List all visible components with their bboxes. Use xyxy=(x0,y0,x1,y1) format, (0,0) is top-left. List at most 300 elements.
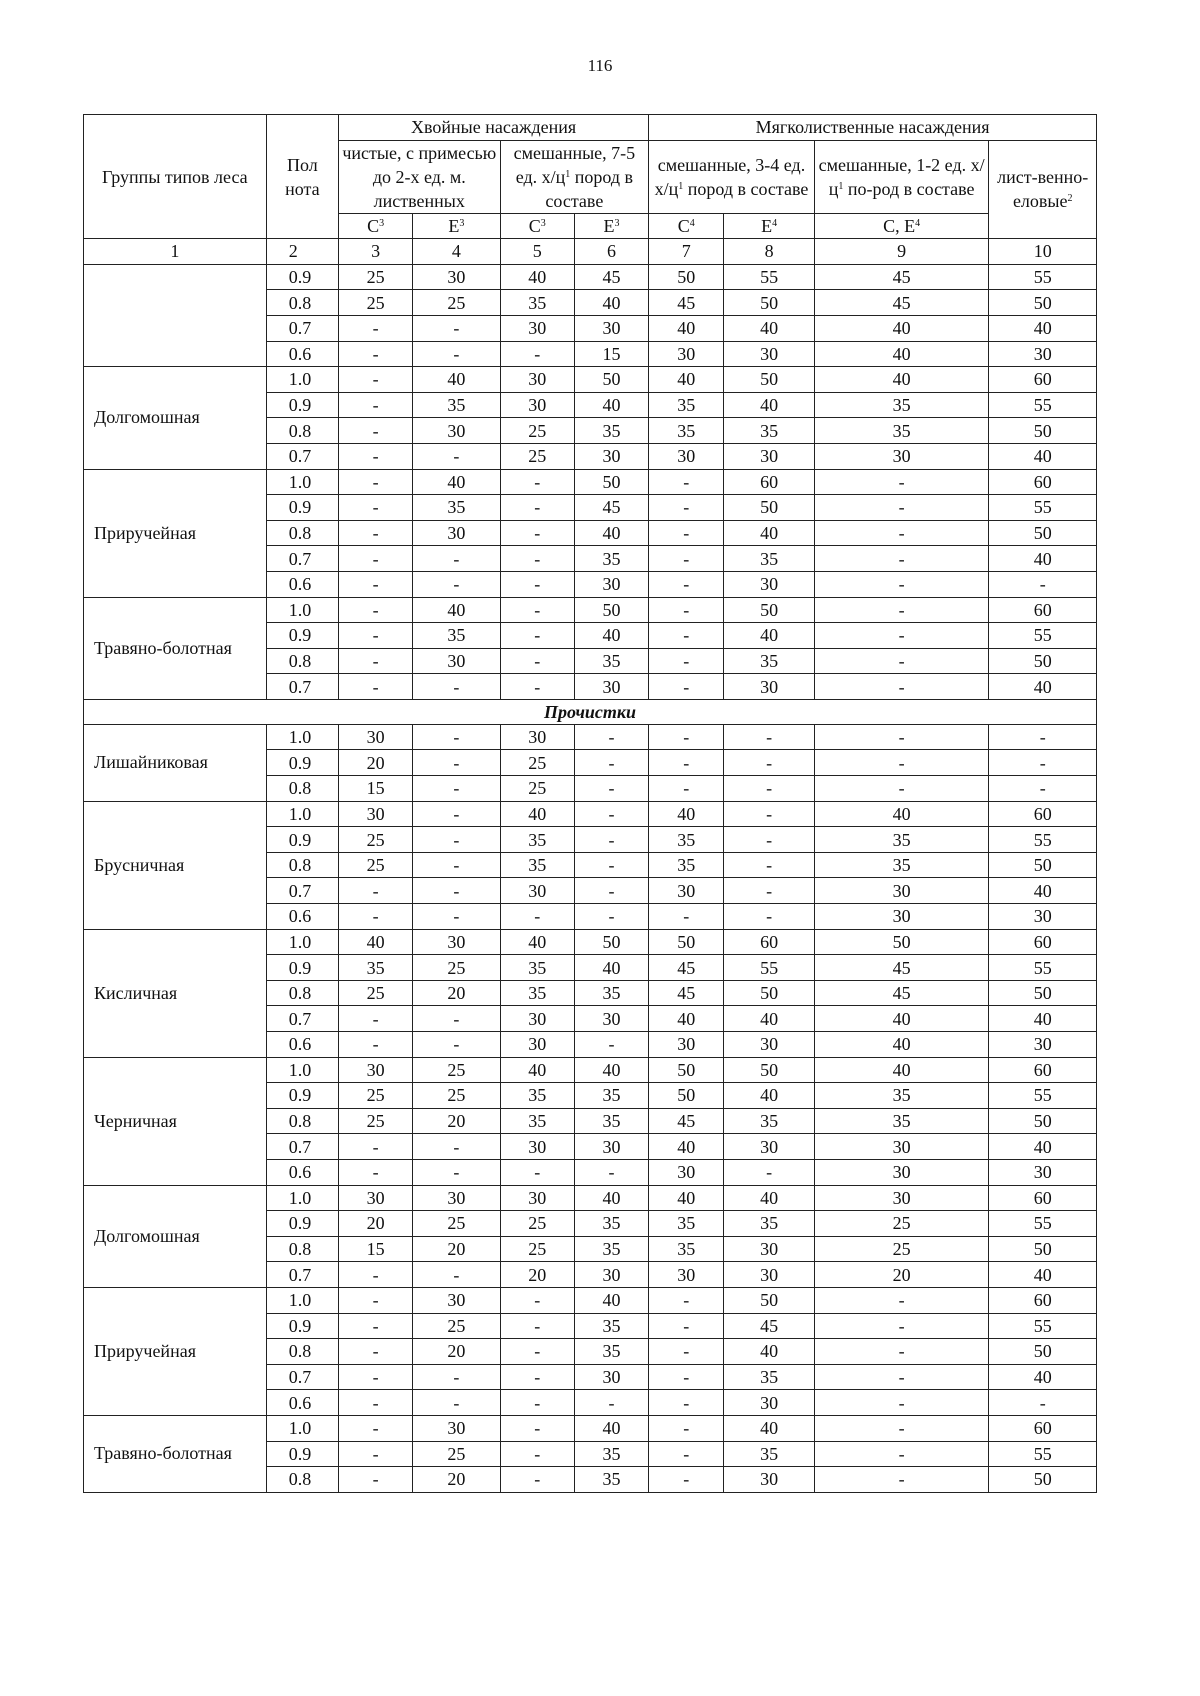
table-cell: 30 xyxy=(500,1185,574,1211)
table-cell: - xyxy=(338,392,412,418)
density-cell: 0.7 xyxy=(266,1262,338,1288)
table-cell: - xyxy=(649,674,724,700)
density-cell: 0.7 xyxy=(266,1006,338,1032)
table-cell: 35 xyxy=(338,955,412,981)
forest-type-group: Приручейная xyxy=(84,469,267,597)
forest-type-group: Травяно-болотная xyxy=(84,1415,267,1492)
table-cell: 30 xyxy=(814,1159,989,1185)
table-cell: 35 xyxy=(649,827,724,853)
table-row xyxy=(84,1057,1097,1083)
table-cell: 45 xyxy=(649,1108,724,1134)
table-cell: - xyxy=(500,341,574,367)
group-header: Группы типов леса xyxy=(84,115,267,239)
table-cell: - xyxy=(413,1390,500,1416)
table-cell: 25 xyxy=(500,776,574,802)
table-cell: 40 xyxy=(724,623,814,649)
table-cell: - xyxy=(500,597,574,623)
density-cell: 0.6 xyxy=(266,1159,338,1185)
table-cell: 50 xyxy=(814,929,989,955)
table-cell: 50 xyxy=(574,367,648,393)
table-cell: - xyxy=(338,1339,412,1365)
density-cell: 0.9 xyxy=(266,750,338,776)
table-cell: 40 xyxy=(724,520,814,546)
table-cell: 40 xyxy=(413,367,500,393)
table-cell: 35 xyxy=(649,392,724,418)
table-row xyxy=(84,1185,1097,1211)
table-cell: 40 xyxy=(989,1006,1097,1032)
table-cell: 40 xyxy=(724,1185,814,1211)
forest-type-group xyxy=(84,264,267,366)
table-cell: 35 xyxy=(500,290,574,316)
table-row xyxy=(84,1415,1097,1441)
density-cell: 0.8 xyxy=(266,1339,338,1365)
table-cell: 35 xyxy=(724,1108,814,1134)
table-cell: 30 xyxy=(814,904,989,930)
table-cell: 35 xyxy=(500,980,574,1006)
table-cell: 35 xyxy=(500,955,574,981)
table-cell: - xyxy=(338,878,412,904)
section-title: Прочистки xyxy=(84,699,1097,724)
table-cell: 40 xyxy=(574,290,648,316)
table-cell: 25 xyxy=(413,1313,500,1339)
table-cell: - xyxy=(338,1032,412,1058)
table-cell: 60 xyxy=(724,469,814,495)
table-cell: 55 xyxy=(724,955,814,981)
table-cell: 30 xyxy=(338,1057,412,1083)
table-cell: 25 xyxy=(500,1236,574,1262)
table-cell: 25 xyxy=(500,750,574,776)
table-cell: 35 xyxy=(814,852,989,878)
table-row xyxy=(84,1287,1097,1313)
table-cell: 35 xyxy=(814,1108,989,1134)
table-cell: - xyxy=(574,1032,648,1058)
table-cell: - xyxy=(338,520,412,546)
table-cell: 20 xyxy=(338,750,412,776)
forest-type-group: Травяно-болотная xyxy=(84,597,267,699)
table-cell: 15 xyxy=(338,1236,412,1262)
table-cell: 35 xyxy=(649,418,724,444)
table-cell: 35 xyxy=(649,1211,724,1237)
table-cell: 30 xyxy=(574,1364,648,1390)
table-row xyxy=(84,801,1097,827)
density-cell: 0.8 xyxy=(266,1108,338,1134)
table-cell: 25 xyxy=(500,1211,574,1237)
table-cell: 35 xyxy=(724,418,814,444)
table-cell: 20 xyxy=(500,1262,574,1288)
table-cell: 35 xyxy=(724,648,814,674)
table-cell: 30 xyxy=(413,418,500,444)
table-cell: 35 xyxy=(574,1236,648,1262)
table-cell: 55 xyxy=(989,623,1097,649)
table-cell: - xyxy=(989,776,1097,802)
table-cell: - xyxy=(338,1006,412,1032)
table-cell: 30 xyxy=(500,878,574,904)
table-cell: 30 xyxy=(574,571,648,597)
table-cell: - xyxy=(724,904,814,930)
table-cell: - xyxy=(574,1390,648,1416)
table-cell: 40 xyxy=(724,392,814,418)
table-cell: 25 xyxy=(338,827,412,853)
table-cell: - xyxy=(413,1032,500,1058)
table-cell: 15 xyxy=(338,776,412,802)
section-row xyxy=(84,699,1097,724)
density-cell: 0.9 xyxy=(266,827,338,853)
table-cell: 60 xyxy=(989,929,1097,955)
table-cell: - xyxy=(574,776,648,802)
column-number: 5 xyxy=(500,239,574,265)
table-cell: 40 xyxy=(989,1364,1097,1390)
table-cell: 50 xyxy=(724,980,814,1006)
table-cell: 40 xyxy=(989,674,1097,700)
table-cell: - xyxy=(814,776,989,802)
table-cell: 20 xyxy=(413,1467,500,1493)
density-cell: 1.0 xyxy=(266,1415,338,1441)
table-cell: 25 xyxy=(338,1108,412,1134)
table-cell: - xyxy=(574,878,648,904)
column-number: 4 xyxy=(413,239,500,265)
density-cell: 0.7 xyxy=(266,1134,338,1160)
table-cell: 40 xyxy=(649,801,724,827)
table-cell: 30 xyxy=(338,1185,412,1211)
table-cell: - xyxy=(338,904,412,930)
species-header: $Е^4$ xyxy=(724,213,814,239)
table-row xyxy=(84,264,1097,290)
density-cell: 0.9 xyxy=(266,1441,338,1467)
table-cell: 50 xyxy=(574,597,648,623)
table-cell: - xyxy=(500,1467,574,1493)
table-cell: 35 xyxy=(724,1364,814,1390)
table-cell: 25 xyxy=(814,1211,989,1237)
table-cell: 30 xyxy=(649,878,724,904)
density-cell: 0.8 xyxy=(266,776,338,802)
table-cell: 60 xyxy=(989,1415,1097,1441)
column-number: 9 xyxy=(814,239,989,265)
table-cell: 35 xyxy=(574,418,648,444)
table-cell: 30 xyxy=(724,1390,814,1416)
table-cell: 30 xyxy=(724,1032,814,1058)
table-cell: - xyxy=(500,1364,574,1390)
page-number: 116 xyxy=(587,56,613,75)
table-cell: 40 xyxy=(814,367,989,393)
table-cell: 40 xyxy=(989,1262,1097,1288)
forest-type-group: Приручейная xyxy=(84,1287,267,1415)
table-cell: 35 xyxy=(413,392,500,418)
table-cell: 40 xyxy=(814,1057,989,1083)
table-cell: 35 xyxy=(724,1441,814,1467)
table-cell: 30 xyxy=(413,1287,500,1313)
table-row xyxy=(84,597,1097,623)
table-cell: 30 xyxy=(574,1006,648,1032)
table-cell: 35 xyxy=(814,418,989,444)
table-cell: 50 xyxy=(724,1287,814,1313)
table-cell: - xyxy=(413,1159,500,1185)
table-cell: - xyxy=(500,1441,574,1467)
table-cell: 60 xyxy=(989,1287,1097,1313)
table-cell: 20 xyxy=(413,1339,500,1365)
table-cell: - xyxy=(814,750,989,776)
table-cell: - xyxy=(338,1262,412,1288)
table-cell: 50 xyxy=(649,929,724,955)
density-cell: 0.9 xyxy=(266,623,338,649)
table-cell: 30 xyxy=(724,1134,814,1160)
table-cell: 30 xyxy=(500,392,574,418)
table-cell: 40 xyxy=(814,1006,989,1032)
table-cell: 25 xyxy=(413,1057,500,1083)
table-cell: - xyxy=(724,827,814,853)
table-cell: - xyxy=(649,597,724,623)
table-cell: 25 xyxy=(338,290,412,316)
table-cell: - xyxy=(500,1339,574,1365)
density-cell: 0.8 xyxy=(266,290,338,316)
table-cell: 30 xyxy=(500,1032,574,1058)
table-cell: 40 xyxy=(574,392,648,418)
table-cell: 40 xyxy=(649,367,724,393)
density-cell: 1.0 xyxy=(266,724,338,750)
table-cell: - xyxy=(338,1441,412,1467)
table-cell: - xyxy=(338,1159,412,1185)
table-cell: 30 xyxy=(500,367,574,393)
table-cell: 30 xyxy=(413,648,500,674)
table-cell: - xyxy=(649,1313,724,1339)
table-cell: 25 xyxy=(500,418,574,444)
thinning-table xyxy=(83,114,1097,1493)
table-cell: - xyxy=(574,801,648,827)
table-cell: 40 xyxy=(574,520,648,546)
table-cell: 35 xyxy=(649,852,724,878)
table-cell: 40 xyxy=(574,1415,648,1441)
table-cell: - xyxy=(989,571,1097,597)
table-cell: 25 xyxy=(500,443,574,469)
table-cell: 25 xyxy=(413,1083,500,1109)
table-cell: - xyxy=(724,801,814,827)
table-cell: - xyxy=(500,648,574,674)
table-cell: 50 xyxy=(724,1057,814,1083)
table-cell: 30 xyxy=(649,341,724,367)
table-cell: - xyxy=(724,852,814,878)
table-cell: - xyxy=(500,1415,574,1441)
table-cell: 40 xyxy=(989,546,1097,572)
table-cell: - xyxy=(413,750,500,776)
column-number-row xyxy=(84,239,1097,265)
table-cell: - xyxy=(500,520,574,546)
table-cell: - xyxy=(500,1390,574,1416)
table-cell: 30 xyxy=(724,341,814,367)
table-cell: - xyxy=(814,648,989,674)
table-cell: 35 xyxy=(500,852,574,878)
density-cell: 0.8 xyxy=(266,980,338,1006)
table-cell: 35 xyxy=(724,546,814,572)
table-cell: 60 xyxy=(989,801,1097,827)
table-cell: 50 xyxy=(989,1339,1097,1365)
table-cell: 30 xyxy=(574,1262,648,1288)
table-cell: 40 xyxy=(814,801,989,827)
forest-type-group: Брусничная xyxy=(84,801,267,929)
table-cell: 35 xyxy=(500,1083,574,1109)
table-cell: 35 xyxy=(500,1108,574,1134)
density-cell: 1.0 xyxy=(266,597,338,623)
table-cell: - xyxy=(814,1339,989,1365)
table-cell: 30 xyxy=(989,904,1097,930)
table-cell: 45 xyxy=(814,980,989,1006)
table-cell: 50 xyxy=(989,418,1097,444)
table-cell: - xyxy=(989,1390,1097,1416)
table-cell: - xyxy=(649,546,724,572)
forest-type-group: Черничная xyxy=(84,1057,267,1185)
table-cell: 35 xyxy=(413,495,500,521)
table-cell: 30 xyxy=(500,315,574,341)
table-cell: - xyxy=(413,878,500,904)
table-cell: 20 xyxy=(413,1108,500,1134)
table-cell: - xyxy=(500,1287,574,1313)
table-cell: - xyxy=(814,1313,989,1339)
table-cell: - xyxy=(814,1441,989,1467)
table-row xyxy=(84,724,1097,750)
table-cell: 15 xyxy=(574,341,648,367)
table-cell: - xyxy=(338,648,412,674)
table-cell: - xyxy=(413,546,500,572)
column-number: 10 xyxy=(989,239,1097,265)
table-cell: 40 xyxy=(649,1134,724,1160)
table-cell: 40 xyxy=(724,1415,814,1441)
table-cell: - xyxy=(649,648,724,674)
density-cell: 0.9 xyxy=(266,264,338,290)
table-cell: 45 xyxy=(574,495,648,521)
species-header: $С^3$ xyxy=(500,213,574,239)
table-cell: 30 xyxy=(989,1032,1097,1058)
table-cell: 55 xyxy=(989,1211,1097,1237)
density-cell: 0.9 xyxy=(266,955,338,981)
table-cell: 35 xyxy=(574,1083,648,1109)
table-cell: 50 xyxy=(574,929,648,955)
table-cell: 30 xyxy=(814,878,989,904)
species-header: С, $Е^4$ xyxy=(814,213,989,239)
table-cell: - xyxy=(814,469,989,495)
table-cell: 30 xyxy=(989,341,1097,367)
conifer-header: Хвойные насаждения xyxy=(338,115,648,141)
table-cell: 45 xyxy=(649,290,724,316)
table-cell: 50 xyxy=(724,597,814,623)
density-cell: 0.7 xyxy=(266,315,338,341)
table-cell: - xyxy=(724,878,814,904)
table-cell: 20 xyxy=(338,1211,412,1237)
table-cell: 20 xyxy=(413,1236,500,1262)
table-cell: 55 xyxy=(989,1441,1097,1467)
table-cell: - xyxy=(500,904,574,930)
table-cell: - xyxy=(500,623,574,649)
forest-type-group: Кисличная xyxy=(84,929,267,1057)
table-cell: - xyxy=(338,367,412,393)
table-cell: - xyxy=(500,469,574,495)
density-cell: 0.9 xyxy=(266,1313,338,1339)
density-cell: 0.9 xyxy=(266,495,338,521)
table-cell: 55 xyxy=(989,495,1097,521)
table-cell: 30 xyxy=(338,801,412,827)
table-cell: 45 xyxy=(814,955,989,981)
subhead-mixed-1-2: смешанные, 1-2 ед. $х/ц^1$ по-род в составе xyxy=(814,140,989,213)
table-cell: - xyxy=(814,520,989,546)
table-cell: - xyxy=(724,1159,814,1185)
table-cell: 40 xyxy=(413,597,500,623)
table-cell: 30 xyxy=(649,1032,724,1058)
table-cell: 40 xyxy=(574,1287,648,1313)
table-cell: 30 xyxy=(574,443,648,469)
table-cell: 30 xyxy=(574,315,648,341)
table-cell: - xyxy=(814,1390,989,1416)
density-cell: 0.6 xyxy=(266,571,338,597)
table-cell: 30 xyxy=(724,1236,814,1262)
table-cell: 45 xyxy=(649,980,724,1006)
table-cell: - xyxy=(814,623,989,649)
table-cell: 35 xyxy=(413,623,500,649)
table-cell: - xyxy=(649,520,724,546)
subhead-deciduous-spruce: лист-венно-еловые$^2$ xyxy=(989,140,1097,239)
table-cell: 25 xyxy=(413,290,500,316)
table-cell: 35 xyxy=(574,980,648,1006)
species-header: $Е^3$ xyxy=(413,213,500,239)
table-cell: 50 xyxy=(724,290,814,316)
table-cell: 25 xyxy=(413,1211,500,1237)
table-cell: 30 xyxy=(724,571,814,597)
table-cell: 30 xyxy=(500,1006,574,1032)
table-cell: 30 xyxy=(814,443,989,469)
table-cell: 30 xyxy=(814,1134,989,1160)
table-cell: 40 xyxy=(413,469,500,495)
table-cell: - xyxy=(814,1467,989,1493)
table-cell: 45 xyxy=(649,955,724,981)
table-cell: - xyxy=(413,571,500,597)
table-cell: - xyxy=(338,571,412,597)
density-cell: 0.9 xyxy=(266,1083,338,1109)
table-cell: 30 xyxy=(413,1415,500,1441)
column-number: 2 xyxy=(266,239,338,265)
density-cell: 0.8 xyxy=(266,852,338,878)
table-cell: 50 xyxy=(989,1108,1097,1134)
table-cell: - xyxy=(649,571,724,597)
table-cell: 30 xyxy=(574,674,648,700)
table-cell: - xyxy=(338,546,412,572)
table-cell: 40 xyxy=(649,315,724,341)
table-cell: 35 xyxy=(574,1441,648,1467)
table-cell: - xyxy=(724,724,814,750)
table-cell: 25 xyxy=(338,980,412,1006)
table-cell: 35 xyxy=(500,827,574,853)
table-cell: 30 xyxy=(413,1185,500,1211)
table-cell: 50 xyxy=(989,648,1097,674)
table-cell: 60 xyxy=(989,367,1097,393)
table-cell: - xyxy=(413,341,500,367)
table-cell: 40 xyxy=(814,1032,989,1058)
table-cell: - xyxy=(574,904,648,930)
table-cell: - xyxy=(574,852,648,878)
column-number: 3 xyxy=(338,239,412,265)
density-cell: 0.8 xyxy=(266,648,338,674)
table-cell: 30 xyxy=(338,724,412,750)
table-cell: 50 xyxy=(574,469,648,495)
density-cell: 0.6 xyxy=(266,1032,338,1058)
table-cell: - xyxy=(338,1415,412,1441)
forest-type-group: Долгомошная xyxy=(84,367,267,469)
table-cell: - xyxy=(413,724,500,750)
table-cell: 30 xyxy=(413,929,500,955)
table-cell: - xyxy=(413,904,500,930)
table-cell: - xyxy=(500,546,574,572)
table-cell: - xyxy=(649,904,724,930)
table-cell: 60 xyxy=(989,469,1097,495)
species-header: $С^3$ xyxy=(338,213,412,239)
table-cell: 50 xyxy=(989,520,1097,546)
table-cell: 35 xyxy=(724,1211,814,1237)
table-cell: - xyxy=(814,571,989,597)
